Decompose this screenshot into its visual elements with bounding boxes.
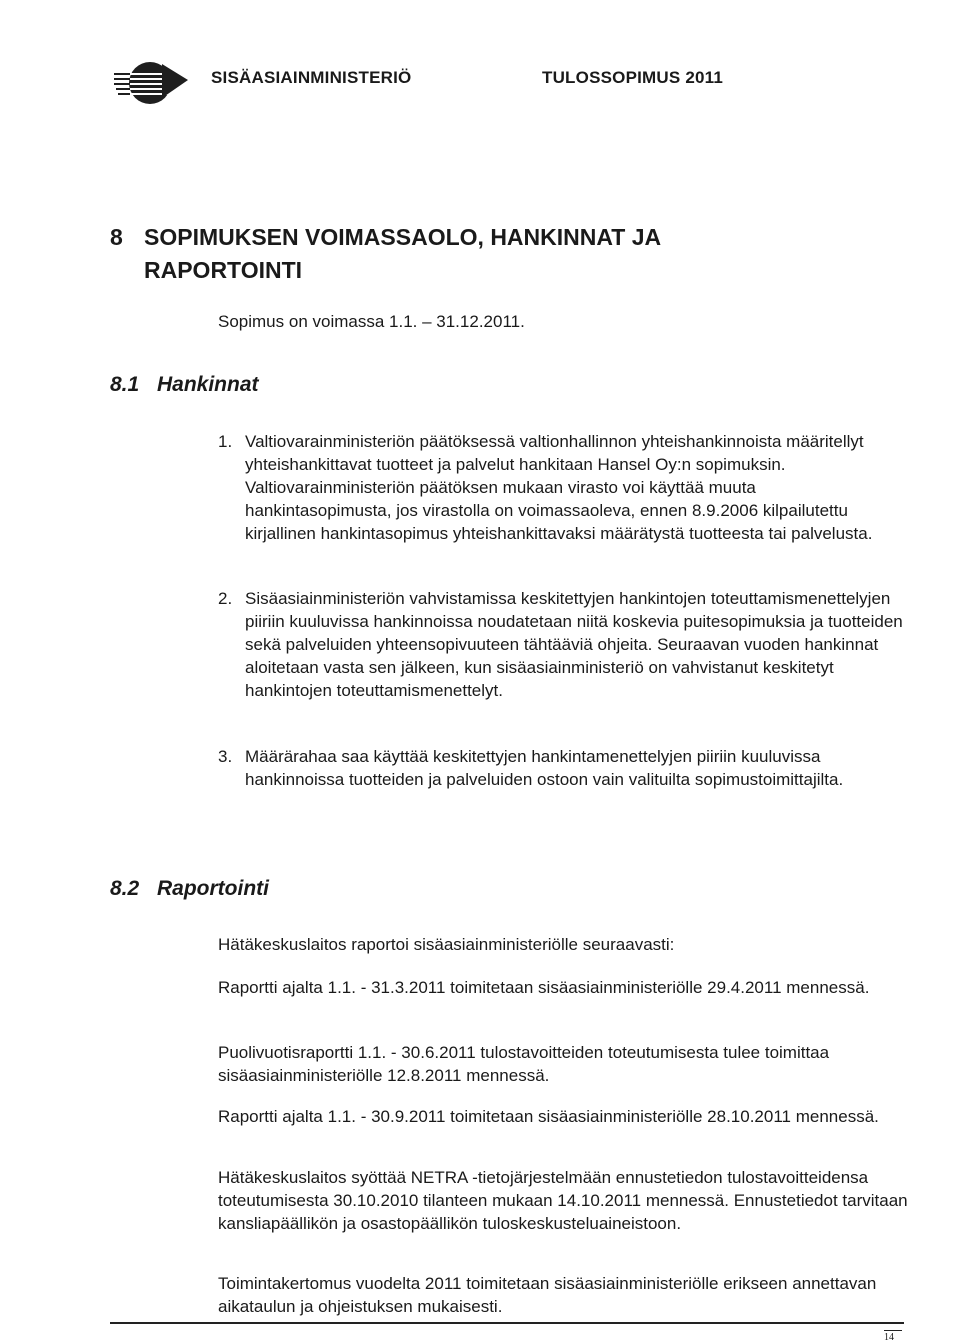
reporting-paragraph: Raportti ajalta 1.1. - 31.3.2011 toimitetaan sisäasiainministeriölle 29.4.2011 mennessä. bbox=[218, 978, 870, 997]
page-number: 14 bbox=[884, 1332, 894, 1343]
section-8-2-title: Raportointi bbox=[157, 877, 269, 900]
list-item: Määrärahaa saa käyttää keskitettyjen hankintamenettelyjen piiriin kuuluvissa hankinnoissa tuotteiden ja palveluiden ostoon vain valituilta sopimustoimittajilta. bbox=[245, 747, 844, 789]
list-item-number: 3. bbox=[218, 747, 233, 766]
section-8-1-number: 8.1 bbox=[110, 373, 140, 396]
page-number-rule bbox=[884, 1330, 902, 1331]
reporting-paragraph: Hätäkeskuslaitos syöttää NETRA -tietojärjestelmään ennustetiedon tulostavoitteidensa toteutumisesta 30.10.2010 tilanteen mukaan 14.10.2011 mennessä. Ennustetiedot tarvitaan kansliapäällikön ja osastopäällikön tuloskeskusteluaineistoon. bbox=[218, 1168, 908, 1233]
section-8-title: SOPIMUKSEN VOIMASSAOLO, HANKINNAT JA RAPORTOINTI bbox=[144, 224, 661, 283]
reporting-paragraph: Toimintakertomus vuodelta 2011 toimitetaan sisäasiainministeriölle erikseen annettavan aikataulun ja ohjeistuksen mukaisesti. bbox=[218, 1274, 877, 1316]
section-8-1-title: Hankinnat bbox=[157, 373, 259, 396]
reporting-paragraph: Hätäkeskuslaitos raportoi sisäasiainministeriölle seuraavasti: bbox=[218, 935, 675, 954]
footer-rule bbox=[110, 1322, 904, 1324]
header-organization: SISÄASIAINMINISTERIÖ bbox=[211, 68, 412, 87]
header-document: TULOSSOPIMUS 2011 bbox=[542, 68, 724, 87]
section-8-number: 8 bbox=[110, 224, 123, 250]
section-8-2-number: 8.2 bbox=[110, 877, 140, 900]
list-item: Valtiovarainministeriön päätöksessä valtionhallinnon yhteishankinnoista määritellyt yhteishankittavat tuotteet ja palvelut hankitaan Hansel Oy:n sopimuksin. Valtiovarainministeriön päätöksen mukaan virasto voi käyttää muuta hankintasopimusta, jos virastolla on voimassaoleva, ennen 8.9.2006 kilpailutettu kirjallinen hankintasopimus yhteishankittavaksi määrätystä tuotteesta tai palvelusta. bbox=[245, 432, 873, 543]
list-item-number: 1. bbox=[218, 432, 233, 451]
reporting-paragraph: Puolivuotisraportti 1.1. - 30.6.2011 tulostavoitteiden toteutumisesta tulee toimittaa sisäasiainministeriölle 12.8.2011 mennessä. bbox=[218, 1043, 830, 1085]
reporting-paragraph: Raportti ajalta 1.1. - 30.9.2011 toimitetaan sisäasiainministeriölle 28.10.2011 mennessä. bbox=[218, 1107, 879, 1126]
list-item: Sisäasiainministeriön vahvistamissa keskitettyjen hankintojen toteuttamismenettelyjen piiriin kuuluvissa hankinnoissa noudatetaan niitä koskevia puitesopimuksia ja tuotteiden sekä palveluiden yhteensopivuuteen tähtääviä ohjeita. Seuraavan vuoden hankinnat aloitetaan vasta sen jälkeen, kun sisäasiainministeriö on vahvistanut keskitetyt hankintojen toteuttamismenettelyt. bbox=[245, 589, 903, 700]
list-item-number: 2. bbox=[218, 589, 233, 608]
ministry-logo-icon bbox=[112, 58, 196, 106]
validity-text: Sopimus on voimassa 1.1. – 31.12.2011. bbox=[218, 312, 525, 331]
